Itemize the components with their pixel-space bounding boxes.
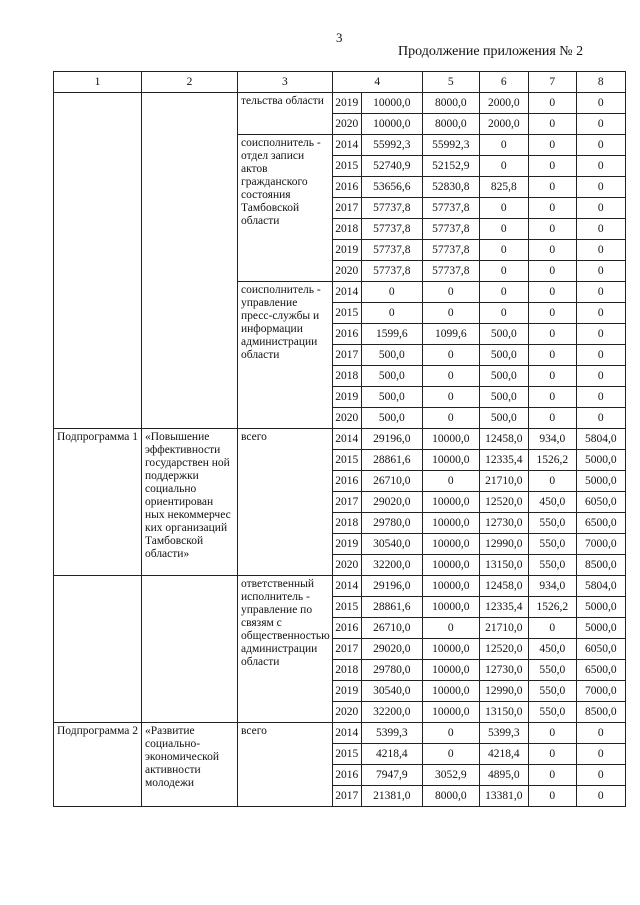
value-cell: 1526,2 xyxy=(528,450,576,471)
year-cell: 2015 xyxy=(332,744,361,765)
value-cell: 500,0 xyxy=(361,387,422,408)
value-cell: 30540,0 xyxy=(361,534,422,555)
name-cell xyxy=(142,576,238,723)
value-cell: 29780,0 xyxy=(361,513,422,534)
year-cell: 2019 xyxy=(332,387,361,408)
year-cell: 2016 xyxy=(332,765,361,786)
value-cell: 550,0 xyxy=(528,702,576,723)
value-cell: 52830,8 xyxy=(422,177,479,198)
value-cell: 32200,0 xyxy=(361,702,422,723)
column-header: 6 xyxy=(479,72,528,93)
value-cell: 0 xyxy=(576,324,625,345)
value-cell: 825,8 xyxy=(479,177,528,198)
value-cell: 10000,0 xyxy=(422,681,479,702)
value-cell: 500,0 xyxy=(479,366,528,387)
value-cell: 0 xyxy=(528,345,576,366)
value-cell: 500,0 xyxy=(479,408,528,429)
value-cell: 12730,0 xyxy=(479,513,528,534)
year-cell: 2015 xyxy=(332,303,361,324)
value-cell: 57737,8 xyxy=(361,198,422,219)
value-cell: 7000,0 xyxy=(576,534,625,555)
value-cell: 0 xyxy=(422,345,479,366)
value-cell: 0 xyxy=(528,471,576,492)
value-cell: 0 xyxy=(576,765,625,786)
value-cell: 0 xyxy=(528,261,576,282)
value-cell: 500,0 xyxy=(479,387,528,408)
value-cell: 26710,0 xyxy=(361,471,422,492)
year-cell: 2019 xyxy=(332,681,361,702)
value-cell: 0 xyxy=(422,723,479,744)
value-cell: 550,0 xyxy=(528,660,576,681)
value-cell: 52152,9 xyxy=(422,156,479,177)
value-cell: 29196,0 xyxy=(361,576,422,597)
value-cell: 0 xyxy=(576,156,625,177)
column-header: 5 xyxy=(422,72,479,93)
year-cell: 2018 xyxy=(332,366,361,387)
value-cell: 1526,2 xyxy=(528,597,576,618)
value-cell: 10000,0 xyxy=(422,702,479,723)
value-cell: 13381,0 xyxy=(479,786,528,807)
column-header: 7 xyxy=(528,72,576,93)
year-cell: 2015 xyxy=(332,597,361,618)
value-cell: 500,0 xyxy=(361,345,422,366)
value-cell: 0 xyxy=(576,408,625,429)
value-cell: 8000,0 xyxy=(422,786,479,807)
value-cell: 550,0 xyxy=(528,681,576,702)
value-cell: 7000,0 xyxy=(576,681,625,702)
value-cell: 0 xyxy=(528,303,576,324)
value-cell: 0 xyxy=(576,366,625,387)
value-cell: 28861,6 xyxy=(361,450,422,471)
year-cell: 2016 xyxy=(332,324,361,345)
value-cell: 10000,0 xyxy=(422,597,479,618)
value-cell: 5000,0 xyxy=(576,450,625,471)
value-cell: 10000,0 xyxy=(422,429,479,450)
table-row xyxy=(54,723,626,744)
value-cell: 4895,0 xyxy=(479,765,528,786)
value-cell: 0 xyxy=(576,240,625,261)
value-cell: 0 xyxy=(528,618,576,639)
value-cell: 10000,0 xyxy=(422,450,479,471)
value-cell: 0 xyxy=(422,282,479,303)
year-cell: 2015 xyxy=(332,156,361,177)
value-cell: 0 xyxy=(422,471,479,492)
value-cell: 0 xyxy=(576,135,625,156)
value-cell: 28861,6 xyxy=(361,597,422,618)
value-cell: 500,0 xyxy=(361,366,422,387)
value-cell: 10000,0 xyxy=(422,639,479,660)
value-cell: 0 xyxy=(576,219,625,240)
value-cell: 0 xyxy=(528,324,576,345)
value-cell: 0 xyxy=(576,177,625,198)
value-cell: 5804,0 xyxy=(576,429,625,450)
year-cell: 2014 xyxy=(332,576,361,597)
value-cell: 57737,8 xyxy=(361,240,422,261)
value-cell: 0 xyxy=(528,408,576,429)
column-header: 8 xyxy=(576,72,625,93)
value-cell: 5000,0 xyxy=(576,597,625,618)
name-cell: «Развитие социально-экономической активности молодежи xyxy=(142,723,238,807)
value-cell: 6500,0 xyxy=(576,513,625,534)
value-cell: 13150,0 xyxy=(479,555,528,576)
value-cell: 0 xyxy=(576,282,625,303)
name-cell: «Повышение эффективности государствен ной поддержки социально ориентирован ных некоммерчес ких организаций Тамбовской области» xyxy=(142,429,238,576)
column-header: 3 xyxy=(238,72,333,93)
value-cell: 12335,4 xyxy=(479,597,528,618)
value-cell: 5804,0 xyxy=(576,576,625,597)
value-cell: 57737,8 xyxy=(422,240,479,261)
year-cell: 2017 xyxy=(332,198,361,219)
value-cell: 5399,3 xyxy=(361,723,422,744)
value-cell: 0 xyxy=(528,156,576,177)
year-cell: 2019 xyxy=(332,240,361,261)
year-cell: 2015 xyxy=(332,450,361,471)
value-cell: 10000,0 xyxy=(422,534,479,555)
value-cell: 10000,0 xyxy=(361,114,422,135)
appendix-title: Продолжение приложения № 2 xyxy=(398,44,584,59)
year-cell: 2014 xyxy=(332,135,361,156)
value-cell: 0 xyxy=(422,744,479,765)
value-cell: 0 xyxy=(479,240,528,261)
column-header: 2 xyxy=(142,72,238,93)
value-cell: 57737,8 xyxy=(422,261,479,282)
value-cell: 32200,0 xyxy=(361,555,422,576)
value-cell: 29020,0 xyxy=(361,492,422,513)
value-cell: 0 xyxy=(528,240,576,261)
value-cell: 0 xyxy=(422,387,479,408)
value-cell: 0 xyxy=(422,408,479,429)
value-cell: 500,0 xyxy=(479,324,528,345)
year-cell: 2017 xyxy=(332,786,361,807)
year-cell: 2016 xyxy=(332,618,361,639)
value-cell: 0 xyxy=(528,366,576,387)
value-cell: 57737,8 xyxy=(422,198,479,219)
value-cell: 0 xyxy=(528,723,576,744)
value-cell: 57737,8 xyxy=(361,219,422,240)
year-cell: 2014 xyxy=(332,723,361,744)
table-row xyxy=(54,93,626,114)
value-cell: 0 xyxy=(422,618,479,639)
value-cell: 0 xyxy=(528,198,576,219)
value-cell: 12335,4 xyxy=(479,450,528,471)
value-cell: 10000,0 xyxy=(422,660,479,681)
value-cell: 0 xyxy=(576,786,625,807)
value-cell: 0 xyxy=(479,135,528,156)
year-cell: 2016 xyxy=(332,471,361,492)
value-cell: 3052,9 xyxy=(422,765,479,786)
value-cell: 450,0 xyxy=(528,492,576,513)
value-cell: 0 xyxy=(479,219,528,240)
table-body xyxy=(54,72,626,807)
value-cell: 0 xyxy=(479,198,528,219)
value-cell: 55992,3 xyxy=(422,135,479,156)
value-cell: 21710,0 xyxy=(479,618,528,639)
table-row xyxy=(54,576,626,597)
year-cell: 2019 xyxy=(332,93,361,114)
value-cell: 5000,0 xyxy=(576,618,625,639)
year-cell: 2019 xyxy=(332,534,361,555)
page-number: 3 xyxy=(336,30,343,45)
year-cell: 2020 xyxy=(332,702,361,723)
value-cell: 12990,0 xyxy=(479,534,528,555)
year-cell: 2014 xyxy=(332,282,361,303)
executor-cell: всего xyxy=(238,429,333,576)
value-cell: 4218,4 xyxy=(361,744,422,765)
value-cell: 21381,0 xyxy=(361,786,422,807)
value-cell: 0 xyxy=(528,387,576,408)
value-cell: 0 xyxy=(528,744,576,765)
value-cell: 10000,0 xyxy=(361,93,422,114)
value-cell: 55992,3 xyxy=(361,135,422,156)
value-cell: 934,0 xyxy=(528,429,576,450)
value-cell: 0 xyxy=(576,723,625,744)
executor-cell: тельства области xyxy=(238,93,333,135)
value-cell: 0 xyxy=(576,744,625,765)
value-cell: 0 xyxy=(576,114,625,135)
value-cell: 13150,0 xyxy=(479,702,528,723)
column-header: 4 xyxy=(332,72,422,93)
value-cell: 57737,8 xyxy=(361,261,422,282)
value-cell: 0 xyxy=(422,366,479,387)
value-cell: 30540,0 xyxy=(361,681,422,702)
value-cell: 10000,0 xyxy=(422,555,479,576)
value-cell: 0 xyxy=(528,135,576,156)
value-cell: 21710,0 xyxy=(479,471,528,492)
value-cell: 6050,0 xyxy=(576,492,625,513)
value-cell: 12520,0 xyxy=(479,639,528,660)
year-cell: 2020 xyxy=(332,555,361,576)
year-cell: 2017 xyxy=(332,639,361,660)
value-cell: 0 xyxy=(528,177,576,198)
value-cell: 0 xyxy=(528,282,576,303)
value-cell: 5000,0 xyxy=(576,471,625,492)
value-cell: 0 xyxy=(422,303,479,324)
value-cell: 0 xyxy=(576,261,625,282)
value-cell: 8000,0 xyxy=(422,93,479,114)
value-cell: 550,0 xyxy=(528,534,576,555)
value-cell: 1099,6 xyxy=(422,324,479,345)
value-cell: 26710,0 xyxy=(361,618,422,639)
value-cell: 0 xyxy=(528,765,576,786)
value-cell: 1599,6 xyxy=(361,324,422,345)
year-cell: 2017 xyxy=(332,492,361,513)
executor-cell: ответственный исполнитель - управление по связям с общественностью администрации области xyxy=(238,576,333,723)
year-cell: 2017 xyxy=(332,345,361,366)
value-cell: 0 xyxy=(528,219,576,240)
value-cell: 12458,0 xyxy=(479,429,528,450)
year-cell: 2018 xyxy=(332,513,361,534)
name-cell xyxy=(142,93,238,429)
year-cell: 2016 xyxy=(332,177,361,198)
value-cell: 450,0 xyxy=(528,639,576,660)
value-cell: 12520,0 xyxy=(479,492,528,513)
executor-cell: всего xyxy=(238,723,333,807)
value-cell: 0 xyxy=(479,156,528,177)
value-cell: 8500,0 xyxy=(576,555,625,576)
program-cell xyxy=(54,576,142,723)
value-cell: 52740,9 xyxy=(361,156,422,177)
column-header: 1 xyxy=(54,72,142,93)
year-cell: 2020 xyxy=(332,408,361,429)
value-cell: 53656,6 xyxy=(361,177,422,198)
value-cell: 550,0 xyxy=(528,555,576,576)
value-cell: 29780,0 xyxy=(361,660,422,681)
value-cell: 0 xyxy=(479,261,528,282)
program-cell: Подпрограмма 1 xyxy=(54,429,142,576)
value-cell: 10000,0 xyxy=(422,576,479,597)
value-cell: 29020,0 xyxy=(361,639,422,660)
value-cell: 8500,0 xyxy=(576,702,625,723)
value-cell: 0 xyxy=(528,114,576,135)
value-cell: 5399,3 xyxy=(479,723,528,744)
year-cell: 2014 xyxy=(332,429,361,450)
value-cell: 0 xyxy=(479,303,528,324)
value-cell: 0 xyxy=(528,93,576,114)
value-cell: 0 xyxy=(576,345,625,366)
value-cell: 12458,0 xyxy=(479,576,528,597)
program-cell xyxy=(54,93,142,429)
header-row xyxy=(54,72,626,93)
value-cell: 6050,0 xyxy=(576,639,625,660)
value-cell: 500,0 xyxy=(361,408,422,429)
value-cell: 57737,8 xyxy=(422,219,479,240)
value-cell: 500,0 xyxy=(479,345,528,366)
value-cell: 2000,0 xyxy=(479,114,528,135)
value-cell: 12730,0 xyxy=(479,660,528,681)
value-cell: 10000,0 xyxy=(422,492,479,513)
table-row xyxy=(54,429,626,450)
program-cell: Подпрограмма 2 xyxy=(54,723,142,807)
executor-cell: соисполнитель - отдел записи актов гражданского состояния Тамбовской области xyxy=(238,135,333,282)
budget-table xyxy=(53,71,626,807)
value-cell: 0 xyxy=(361,282,422,303)
value-cell: 4218,4 xyxy=(479,744,528,765)
value-cell: 0 xyxy=(528,786,576,807)
value-cell: 12990,0 xyxy=(479,681,528,702)
value-cell: 29196,0 xyxy=(361,429,422,450)
value-cell: 0 xyxy=(576,198,625,219)
year-cell: 2020 xyxy=(332,114,361,135)
year-cell: 2018 xyxy=(332,219,361,240)
value-cell: 6500,0 xyxy=(576,660,625,681)
value-cell: 2000,0 xyxy=(479,93,528,114)
value-cell: 0 xyxy=(361,303,422,324)
value-cell: 550,0 xyxy=(528,513,576,534)
executor-cell: соисполнитель - управление пресс-службы и информации администрации области xyxy=(238,282,333,429)
value-cell: 7947,9 xyxy=(361,765,422,786)
value-cell: 0 xyxy=(576,303,625,324)
value-cell: 0 xyxy=(576,387,625,408)
value-cell: 8000,0 xyxy=(422,114,479,135)
value-cell: 0 xyxy=(576,93,625,114)
year-cell: 2020 xyxy=(332,261,361,282)
value-cell: 10000,0 xyxy=(422,513,479,534)
year-cell: 2018 xyxy=(332,660,361,681)
value-cell: 0 xyxy=(479,282,528,303)
value-cell: 934,0 xyxy=(528,576,576,597)
